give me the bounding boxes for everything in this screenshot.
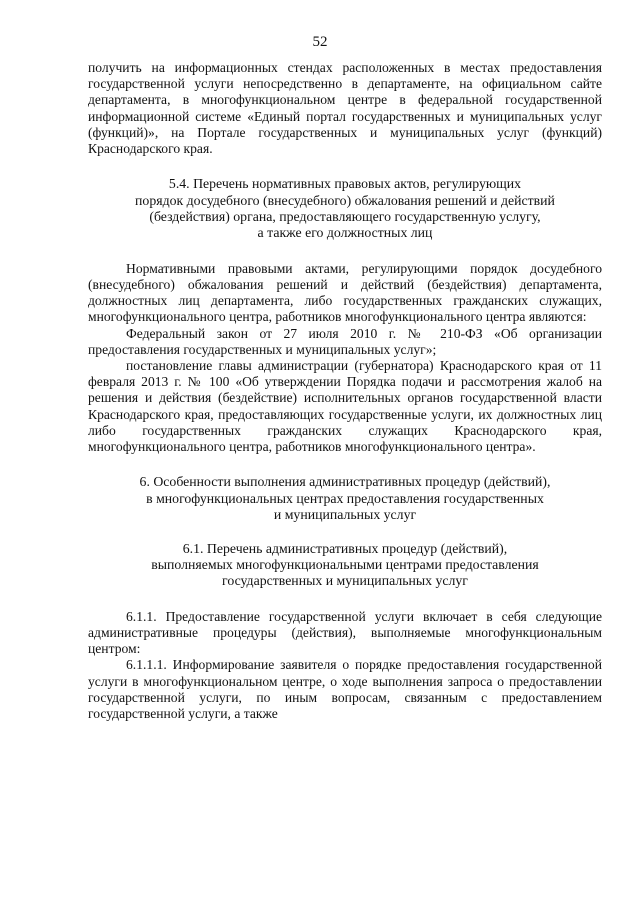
section-6-1-paragraph: 6.1.1.1. Информирование заявителя о порядке предоставления государственной услуги в многофункциональном центре, о ходе выполнения запроса о предоставлении государственной услуги, по иным вопросам, связанным с предоставлением государственной услуги, а также [88,657,602,721]
page-number: 52 [312,34,328,50]
heading-line: в многофункциональных центрах предоставления государственных [146,490,544,506]
heading-line: выполняемых многофункциональными центрами предоставления [151,556,539,572]
heading-line: а также его должностных лиц [257,225,433,241]
heading-line: порядок досудебного (внесудебного) обжалования решений и действий [135,192,555,208]
heading-line: и муниципальных услуг [273,507,417,523]
intro-paragraph: получить на информационных стендах расположенных в местах предоставления государственной услуги непосредственно в департаменте, на официальном сайте департамента, в многофункциональном центре в федеральной государственной информационной системе «Единый портал государственных и муниципальных услуг (функций)», на Портале государственных и муниципальных услуг (функций) Краснодарского края. [88,60,602,157]
heading-line: 6. Особенности выполнения административных процедур (действий), [139,474,551,490]
heading-line: (бездействия) органа, предоставляющего государственную услугу, [149,209,541,225]
section-5-4-heading [88,176,602,242]
section-5-4-paragraph: Нормативными правовыми актами, регулирующими порядок досудебного (внесудебного) обжалования решений и действий (бездействия) департамента, должностных лиц департамента, либо государственных гражданских служащих, многофункционального центра, работников многофункционального центра являются: [88,260,602,325]
document-body [88,60,602,722]
section-5-4-paragraph: Федеральный закон от 27 июля 2010 г. № 210-ФЗ «Об организации предоставления государственных и муниципальных услуг»; [88,325,602,357]
section-6-1-paragraph: 6.1.1. Предоставление государственной услуги включает в себя следующие административные процедуры (действия), выполняемые многофункциональным центром: [88,608,602,657]
heading-line: государственных и муниципальных услуг [222,573,468,589]
section-6-1-heading [88,541,602,590]
section-6-heading [88,474,602,523]
heading-line: 6.1. Перечень административных процедур (действий), [182,540,508,556]
heading-line: 5.4. Перечень нормативных правовых актов, регулирующих [168,176,522,192]
section-5-4-paragraph: постановление главы администрации (губернатора) Краснодарского края от 11 февраля 2013 г. № 100 «Об утверждении Порядка подачи и рассмотрения жалоб на решения и действия (бездействие) исполнительных органов государственной власти Краснодарского края, предоставляющих государственные услуги, их должностных лиц либо государственных гражданских служащих Краснодарского края, многофункционального центра, работников многофункционального центра». [88,358,602,455]
